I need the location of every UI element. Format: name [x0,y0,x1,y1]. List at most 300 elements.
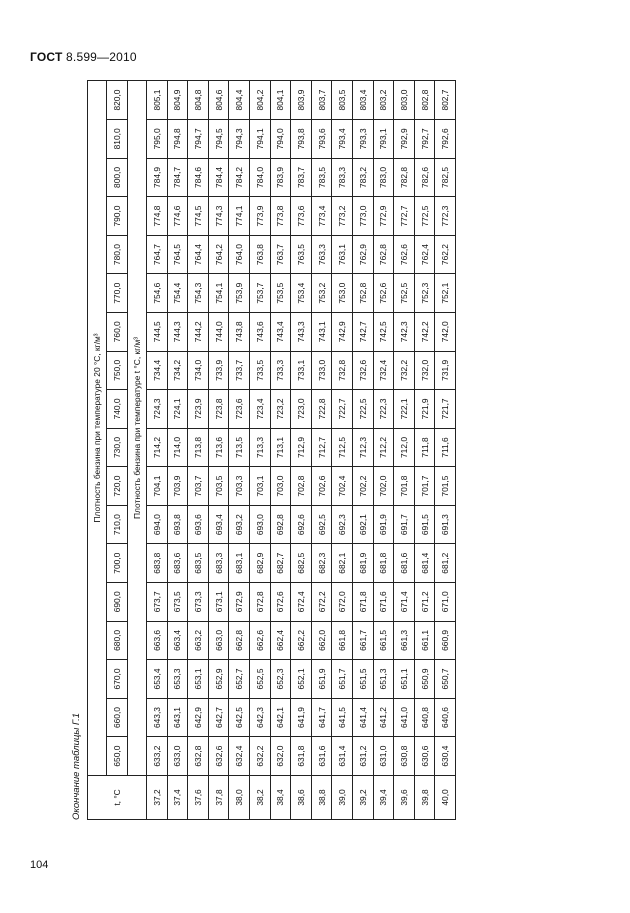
density-cell: 661,8 [332,621,353,660]
density-20c-header: Плотность бензина при температуре 20 °С, кг/м³ [88,81,107,776]
density-cell: 661,3 [394,621,415,660]
document-header [30,50,137,64]
density-cell: 651,3 [373,660,394,699]
density-cell: 661,7 [352,621,373,660]
density-cell: 773,6 [291,197,312,236]
density-cell: 662,0 [311,621,332,660]
temperature-cell: 38,6 [291,775,312,819]
density-cell: 660,9 [435,621,456,660]
table-row [167,81,188,820]
temperature-cell: 37,6 [188,775,209,819]
density-cell: 804,9 [167,81,188,120]
rotated-table-region [67,80,451,820]
density-cell: 744,5 [147,312,168,351]
density-column-header: 800,0 [107,158,128,197]
density-cell: 683,1 [229,544,250,583]
density-column-header: 810,0 [107,120,128,159]
temperature-cell: 39,2 [352,775,373,819]
density-cell: 712,7 [311,428,332,467]
density-cell: 734,2 [167,351,188,390]
density-cell: 630,6 [414,737,435,776]
density-cell: 772,5 [414,197,435,236]
density-cell: 753,9 [229,274,250,313]
density-cell: 763,8 [249,235,270,274]
density-cell: 774,6 [167,197,188,236]
temperature-cell: 38,0 [229,775,250,819]
density-cell: 661,5 [373,621,394,660]
table-row [188,81,209,820]
density-cell: 631,6 [311,737,332,776]
density-cell: 714,0 [167,428,188,467]
density-cell: 774,8 [147,197,168,236]
table-row [270,81,291,820]
density-cell: 632,8 [188,737,209,776]
table-row [394,81,415,820]
temperature-cell: 37,2 [147,775,168,819]
density-cell: 691,3 [435,505,456,544]
density-cell: 642,3 [249,698,270,737]
density-cell: 641,4 [352,698,373,737]
density-cell: 682,5 [291,544,312,583]
density-cell: 764,4 [188,235,209,274]
density-cell: 704,1 [147,467,168,506]
density-cell: 652,7 [229,660,250,699]
density-cell: 713,6 [208,428,229,467]
density-cell: 783,9 [270,158,291,197]
density-cell: 794,8 [167,120,188,159]
density-cell: 802,7 [435,81,456,120]
density-cell: 693,2 [229,505,250,544]
density-cell: 723,0 [291,390,312,429]
density-cell: 733,0 [311,351,332,390]
density-cell: 774,1 [229,197,250,236]
density-cell: 784,9 [147,158,168,197]
density-cell: 792,9 [394,120,415,159]
density-cell: 713,5 [229,428,250,467]
density-cell: 713,1 [270,428,291,467]
density-cell: 752,5 [394,274,415,313]
table-row [229,81,250,820]
density-cell: 782,8 [394,158,415,197]
density-cell: 724,3 [147,390,168,429]
density-cell: 632,6 [208,737,229,776]
density-cell: 653,1 [188,660,209,699]
density-cell: 651,7 [332,660,353,699]
table-row [311,81,332,820]
density-cell: 772,3 [435,197,456,236]
density-cell: 642,7 [208,698,229,737]
density-cell: 744,2 [188,312,209,351]
density-cell: 672,2 [311,583,332,622]
density-cell: 773,2 [332,197,353,236]
density-cell: 642,1 [270,698,291,737]
density-cell: 652,5 [249,660,270,699]
density-cell: 721,7 [435,390,456,429]
density-cell: 641,0 [394,698,415,737]
density-cell: 703,5 [208,467,229,506]
density-cell: 793,6 [311,120,332,159]
density-cell: 643,1 [167,698,188,737]
density-cell: 662,8 [229,621,250,660]
density-cell: 742,9 [332,312,353,351]
density-cell: 702,8 [291,467,312,506]
density-cell: 764,2 [208,235,229,274]
density-cell: 754,4 [167,274,188,313]
density-cell: 712,2 [373,428,394,467]
density-cell: 794,5 [208,120,229,159]
density-cell: 783,2 [352,158,373,197]
density-cell: 681,8 [373,544,394,583]
density-cell: 703,1 [249,467,270,506]
density-cell: 650,9 [414,660,435,699]
density-cell: 662,6 [249,621,270,660]
density-cell: 681,2 [435,544,456,583]
density-cell: 773,0 [352,197,373,236]
density-cell: 631,8 [291,737,312,776]
density-cell: 733,7 [229,351,250,390]
density-cell: 641,7 [311,698,332,737]
density-cell: 702,4 [332,467,353,506]
density-cell: 743,1 [311,312,332,351]
density-cell: 692,3 [332,505,353,544]
density-cell: 774,5 [188,197,209,236]
density-cell: 752,3 [414,274,435,313]
density-cell: 683,6 [167,544,188,583]
density-cell: 681,4 [414,544,435,583]
density-cell: 691,7 [394,505,415,544]
temperature-column-header: t, °C [88,775,147,819]
density-cell: 703,9 [167,467,188,506]
density-cell: 804,1 [270,81,291,120]
density-cell: 673,7 [147,583,168,622]
table-row [208,81,229,820]
density-cell: 692,6 [291,505,312,544]
density-column-header: 720,0 [107,467,128,506]
density-cell: 702,2 [352,467,373,506]
density-cell: 753,7 [249,274,270,313]
density-cell: 672,9 [229,583,250,622]
density-cell: 672,0 [332,583,353,622]
density-cell: 804,4 [229,81,250,120]
density-cell: 683,5 [188,544,209,583]
density-cell: 763,7 [270,235,291,274]
density-cell: 763,3 [311,235,332,274]
density-column-header: 740,0 [107,390,128,429]
density-cell: 642,9 [188,698,209,737]
density-cell: 762,8 [373,235,394,274]
density-cell: 632,0 [270,737,291,776]
density-cell: 782,6 [414,158,435,197]
density-cell: 763,5 [291,235,312,274]
density-cell: 764,7 [147,235,168,274]
density-cell: 663,0 [208,621,229,660]
density-cell: 702,0 [373,467,394,506]
density-cell: 803,0 [394,81,415,120]
density-cell: 723,8 [208,390,229,429]
density-cell: 651,5 [352,660,373,699]
density-column-header: 660,0 [107,698,128,737]
density-cell: 744,0 [208,312,229,351]
density-cell: 783,0 [373,158,394,197]
density-column-header: 680,0 [107,621,128,660]
density-cell: 703,7 [188,467,209,506]
density-cell: 663,6 [147,621,168,660]
density-cell: 723,9 [188,390,209,429]
density-cell: 803,7 [311,81,332,120]
density-cell: 784,4 [208,158,229,197]
density-cell: 672,6 [270,583,291,622]
density-cell: 773,9 [249,197,270,236]
density-cell: 671,6 [373,583,394,622]
density-cell: 640,8 [414,698,435,737]
density-cell: 753,4 [291,274,312,313]
density-cell: 732,6 [352,351,373,390]
density-cell: 631,4 [332,737,353,776]
density-cell: 671,0 [435,583,456,622]
density-cell: 784,7 [167,158,188,197]
density-cell: 651,9 [311,660,332,699]
density-cell: 712,9 [291,428,312,467]
doc-code: ГОСТ [30,50,63,64]
density-cell: 783,3 [332,158,353,197]
density-cell: 803,2 [373,81,394,120]
density-cell: 721,9 [414,390,435,429]
density-cell: 753,2 [311,274,332,313]
density-cell: 774,3 [208,197,229,236]
density-column-header: 650,0 [107,737,128,776]
density-cell: 651,1 [394,660,415,699]
density-cell: 754,1 [208,274,229,313]
density-cell: 733,1 [291,351,312,390]
density-table [87,80,456,820]
density-cell: 642,5 [229,698,250,737]
density-cell: 742,5 [373,312,394,351]
density-cell: 693,8 [167,505,188,544]
density-cell: 681,9 [352,544,373,583]
density-cell: 693,4 [208,505,229,544]
density-cell: 652,9 [208,660,229,699]
density-cell: 703,3 [229,467,250,506]
density-cell: 673,5 [167,583,188,622]
density-cell: 722,1 [394,390,415,429]
density-cell: 762,6 [394,235,415,274]
density-cell: 784,6 [188,158,209,197]
density-cell: 762,4 [414,235,435,274]
density-cell: 763,1 [332,235,353,274]
table-row [373,81,394,820]
density-cell: 663,2 [188,621,209,660]
density-cell: 772,9 [373,197,394,236]
density-cell: 652,1 [291,660,312,699]
density-cell: 732,4 [373,351,394,390]
density-cell: 692,8 [270,505,291,544]
density-cell: 752,8 [352,274,373,313]
table-row [291,81,312,820]
density-cell: 804,6 [208,81,229,120]
table-row [352,81,373,820]
density-cell: 692,1 [352,505,373,544]
page-number: 104 [30,859,49,871]
density-cell: 722,5 [352,390,373,429]
density-cell: 784,2 [229,158,250,197]
density-cell: 753,0 [332,274,353,313]
density-cell: 762,2 [435,235,456,274]
density-cell: 742,0 [435,312,456,351]
density-cell: 743,4 [270,312,291,351]
density-cell: 805,1 [147,81,168,120]
density-cell: 764,5 [167,235,188,274]
density-cell: 783,7 [291,158,312,197]
density-column-header: 760,0 [107,312,128,351]
density-cell: 691,5 [414,505,435,544]
density-cell: 714,2 [147,428,168,467]
density-cell: 683,3 [208,544,229,583]
density-cell: 713,3 [249,428,270,467]
table-row [414,81,435,820]
density-cell: 784,0 [249,158,270,197]
density-cell: 662,2 [291,621,312,660]
density-t-header: Плотность бензина при температуре t °С, кг/м³ [128,81,147,776]
density-cell: 752,1 [435,274,456,313]
density-cell: 683,8 [147,544,168,583]
density-cell: 793,3 [352,120,373,159]
density-cell: 643,3 [147,698,168,737]
temperature-cell: 38,2 [249,775,270,819]
density-cell: 794,0 [270,120,291,159]
table-row [147,81,168,820]
density-cell: 650,7 [435,660,456,699]
temperature-cell: 37,8 [208,775,229,819]
density-cell: 701,8 [394,467,415,506]
density-cell: 764,0 [229,235,250,274]
density-column-header: 780,0 [107,235,128,274]
density-cell: 713,8 [188,428,209,467]
density-cell: 782,5 [435,158,456,197]
temperature-cell: 39,6 [394,775,415,819]
density-cell: 694,0 [147,505,168,544]
table-row [435,81,456,820]
density-cell: 734,4 [147,351,168,390]
density-cell: 631,2 [352,737,373,776]
density-column-header: 670,0 [107,660,128,699]
doc-number: 8.599—2010 [66,50,137,64]
density-cell: 641,9 [291,698,312,737]
density-cell: 733,3 [270,351,291,390]
density-cell: 732,2 [394,351,415,390]
density-cell: 691,9 [373,505,394,544]
density-cell: 792,7 [414,120,435,159]
density-cell: 653,3 [167,660,188,699]
density-cell: 804,8 [188,81,209,120]
density-cell: 723,2 [270,390,291,429]
density-cell: 673,3 [188,583,209,622]
density-cell: 693,0 [249,505,270,544]
density-cell: 722,3 [373,390,394,429]
table-row [249,81,270,820]
density-cell: 641,2 [373,698,394,737]
density-cell: 743,3 [291,312,312,351]
density-cell: 731,9 [435,351,456,390]
density-cell: 773,8 [270,197,291,236]
density-cell: 712,3 [352,428,373,467]
density-cell: 742,2 [414,312,435,351]
density-cell: 794,1 [249,120,270,159]
density-cell: 712,0 [394,428,415,467]
density-cell: 803,9 [291,81,312,120]
density-cell: 652,3 [270,660,291,699]
density-column-header: 820,0 [107,81,128,120]
density-cell: 724,1 [167,390,188,429]
density-cell: 733,5 [249,351,270,390]
density-cell: 692,5 [311,505,332,544]
density-cell: 663,4 [167,621,188,660]
density-cell: 632,2 [249,737,270,776]
density-cell: 711,8 [414,428,435,467]
density-cell: 701,7 [414,467,435,506]
density-cell: 744,3 [167,312,188,351]
density-cell: 752,6 [373,274,394,313]
density-cell: 641,5 [332,698,353,737]
temperature-cell: 40,0 [435,775,456,819]
density-cell: 702,6 [311,467,332,506]
density-cell: 722,7 [332,390,353,429]
density-cell: 792,6 [435,120,456,159]
density-cell: 773,4 [311,197,332,236]
density-cell: 671,4 [394,583,415,622]
density-cell: 742,3 [394,312,415,351]
density-cell: 682,7 [270,544,291,583]
temperature-cell: 38,8 [311,775,332,819]
density-cell: 793,8 [291,120,312,159]
density-cell: 633,0 [167,737,188,776]
density-cell: 753,5 [270,274,291,313]
density-cell: 682,3 [311,544,332,583]
temperature-cell: 37,4 [167,775,188,819]
temperature-cell: 38,4 [270,775,291,819]
density-cell: 732,0 [414,351,435,390]
density-cell: 661,1 [414,621,435,660]
density-column-header: 700,0 [107,544,128,583]
temperature-cell: 39,4 [373,775,394,819]
density-cell: 633,2 [147,737,168,776]
density-column-header: 690,0 [107,583,128,622]
density-column-header: 790,0 [107,197,128,236]
density-cell: 722,8 [311,390,332,429]
temperature-cell: 39,0 [332,775,353,819]
density-cell: 632,4 [229,737,250,776]
density-cell: 803,5 [332,81,353,120]
density-cell: 630,4 [435,737,456,776]
density-cell: 795,0 [147,120,168,159]
density-cell: 682,9 [249,544,270,583]
density-cell: 671,8 [352,583,373,622]
density-cell: 734,0 [188,351,209,390]
density-cell: 653,4 [147,660,168,699]
density-column-header: 770,0 [107,274,128,313]
density-cell: 703,0 [270,467,291,506]
density-cell: 802,8 [414,81,435,120]
density-cell: 804,2 [249,81,270,120]
density-cell: 712,5 [332,428,353,467]
density-cell: 681,6 [394,544,415,583]
density-cell: 803,4 [352,81,373,120]
density-cell: 742,7 [352,312,373,351]
density-cell: 672,8 [249,583,270,622]
density-cell: 762,9 [352,235,373,274]
density-cell: 743,6 [249,312,270,351]
table-caption: Окончание таблицы Г.1 [71,712,82,820]
density-column-header: 730,0 [107,428,128,467]
